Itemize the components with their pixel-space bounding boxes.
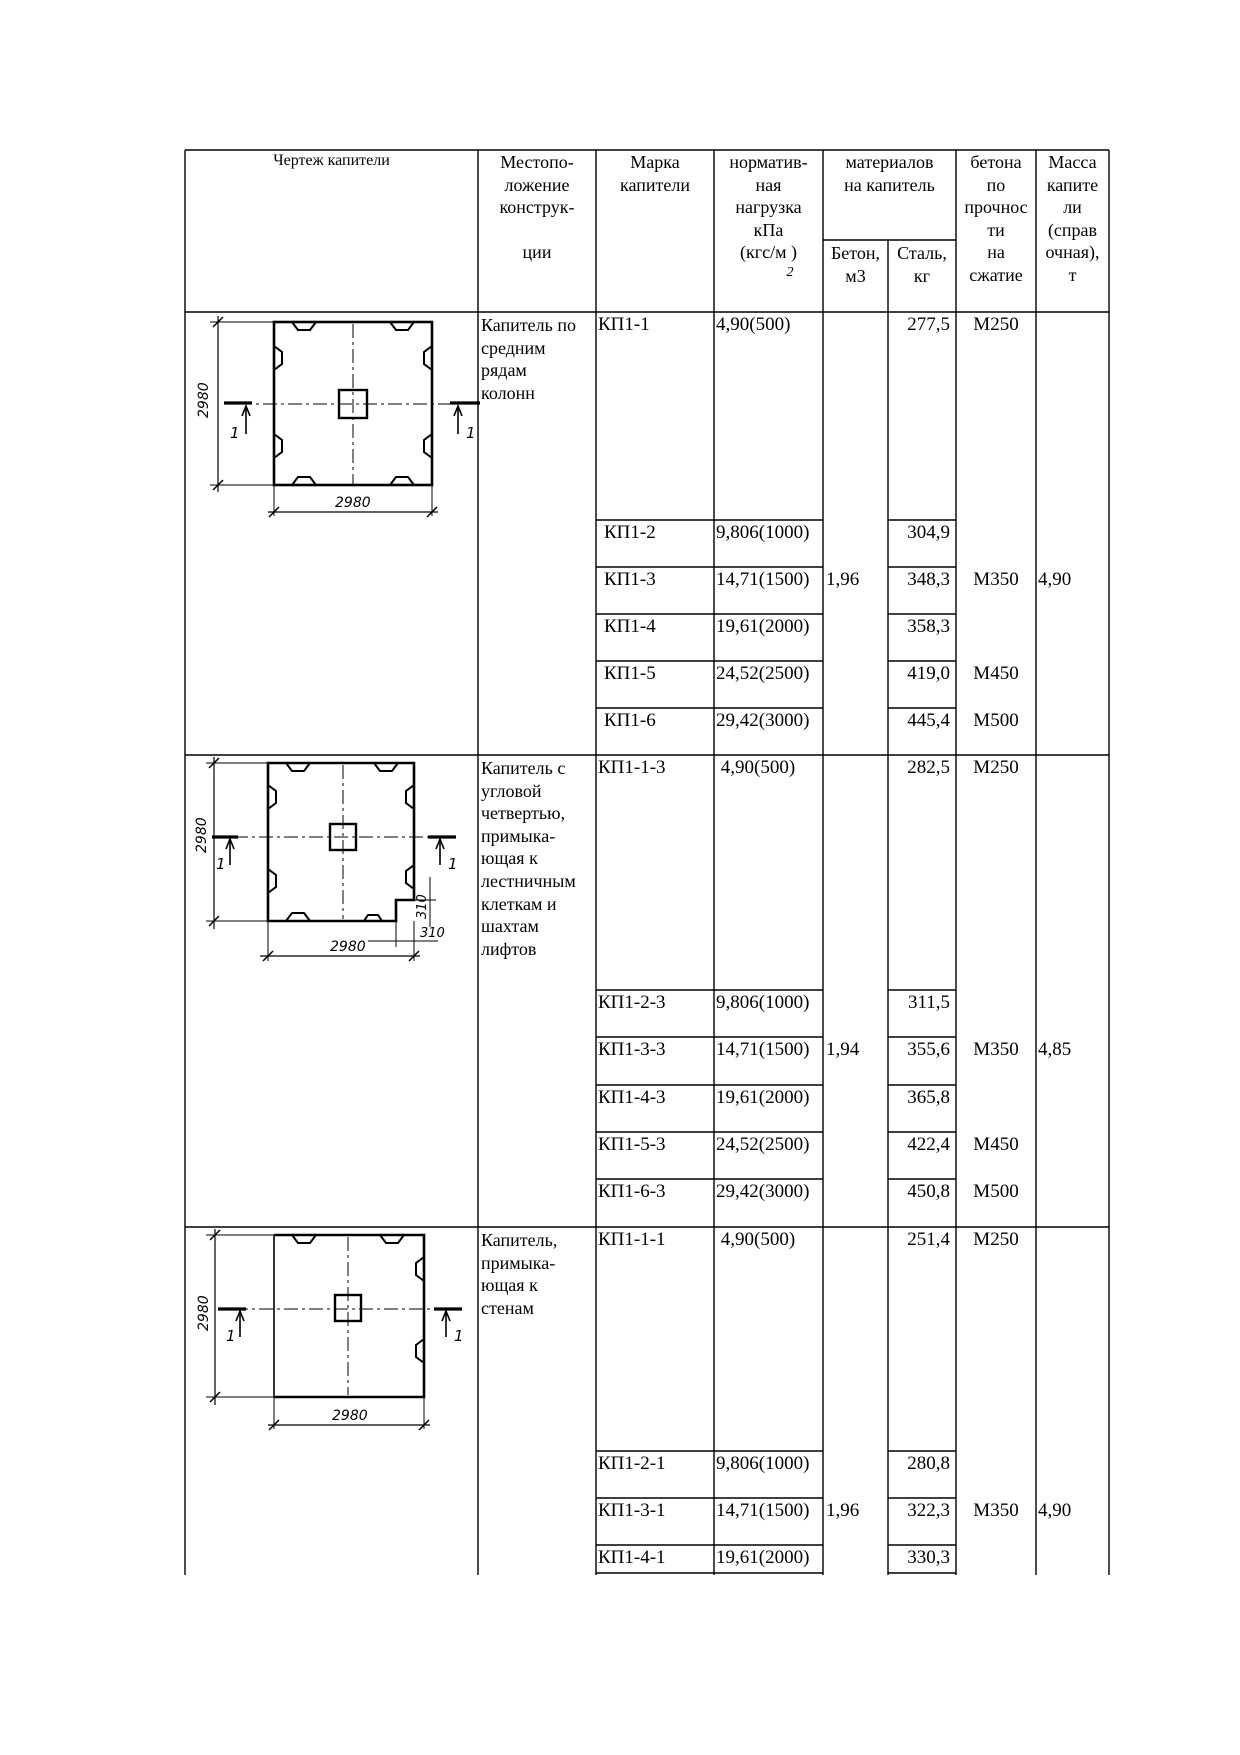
header-concrete: Бетон, м3: [830, 243, 881, 286]
table-cell-load: 14,71(1500): [716, 1500, 810, 1521]
header-location: Местопо- ложение конструк- ции: [499, 152, 575, 262]
group-1-location: Капитель по средним рядам колонн: [481, 315, 576, 403]
table-cell-steel: 277,5: [907, 314, 950, 335]
capital-drawing-1: [188, 316, 474, 522]
table-cell-mark: КП1-1-3: [598, 757, 666, 778]
group-2-mass: 4,85: [1038, 1039, 1072, 1060]
capital-drawing-3: [188, 1229, 474, 1435]
table-cell-steel: 419,0: [907, 663, 950, 684]
table-cell-mark: КП1-3: [604, 569, 656, 590]
table-cell-strength: М500: [973, 710, 1019, 731]
table-cell-load: 24,52(2500): [716, 1134, 810, 1155]
table-cell-load: 9,806(1000): [716, 522, 810, 543]
table-cell-mark: КП1-6: [604, 710, 656, 731]
table-cell-load: 9,806(1000): [716, 992, 810, 1013]
table-cell-steel: 358,3: [907, 616, 950, 637]
drawing-2-notch-vertical: 310: [415, 894, 430, 919]
table-cell-steel: 280,8: [907, 1453, 950, 1474]
table-cell-load: 29,42(3000): [716, 1181, 810, 1202]
drawing-2-width: 2980: [330, 939, 366, 955]
table-cell-strength: М350: [973, 1039, 1019, 1060]
table-cell-load: 29,42(3000): [716, 710, 810, 731]
drawing-2-section-right: 1: [448, 855, 458, 873]
group-2-concrete: 1,94: [826, 1039, 860, 1060]
table-cell-load: 19,61(2000): [716, 1547, 810, 1568]
group-1-concrete: 1,96: [826, 569, 860, 590]
header-drawing: Чертеж капители: [273, 152, 390, 169]
table-cell-strength: М250: [973, 1229, 1019, 1250]
table-cell-load: 4,90(500): [716, 314, 791, 335]
table-cell-mark: КП1-4-1: [598, 1547, 666, 1568]
header-load: норматив- ная нагрузка кПа (кгс/м ): [729, 152, 808, 262]
table-cell-steel: 450,8: [907, 1181, 950, 1202]
table-cell-mark: КП1-5: [604, 663, 656, 684]
header-steel: Сталь, кг: [897, 243, 947, 286]
table-cell-mark: КП1-2-3: [598, 992, 666, 1013]
table-cell-mark: КП1-2: [604, 522, 656, 543]
drawing-3-section-left: 1: [226, 1327, 236, 1345]
header-materials: материалов на капитель: [844, 152, 935, 195]
group-2-location: Капитель с угловой четвертью, примыка- ющая к лестничным клеткам и шахтам лифтов: [481, 758, 576, 959]
table-cell-steel: 422,4: [907, 1134, 950, 1155]
drawing-1-section-right: 1: [466, 424, 476, 442]
table-cell-strength: М350: [973, 1500, 1019, 1521]
table-cell-load: 14,71(1500): [716, 569, 810, 590]
table-cell-load: 19,61(2000): [716, 1087, 810, 1108]
table-cell-strength: М250: [973, 314, 1019, 335]
table-cell-steel: 282,5: [907, 757, 950, 778]
table-cell-load: 4,90(500): [716, 1229, 796, 1250]
table-cell-strength: М350: [973, 569, 1019, 590]
table-cell-strength: М500: [973, 1181, 1019, 1202]
table-cell-mark: КП1-1: [598, 314, 650, 335]
table-cell-strength: М450: [973, 1134, 1019, 1155]
drawing-2-height: 2980: [194, 817, 210, 853]
table-cell-load: 4,90(500): [716, 757, 796, 778]
drawing-3-height: 2980: [196, 1295, 212, 1331]
table-cell-steel: 311,5: [907, 992, 950, 1013]
table-cell-load: 9,806(1000): [716, 1453, 810, 1474]
table-cell-steel: 304,9: [907, 522, 950, 543]
group-3-mass: 4,90: [1038, 1500, 1072, 1521]
table-cell-mark: КП1-2-1: [598, 1453, 666, 1474]
table-cell-steel: 355,6: [907, 1039, 950, 1060]
table-cell-mark: КП1-4-3: [598, 1087, 666, 1108]
group-3-location: Капитель, примыка- ющая к стенам: [481, 1230, 558, 1318]
header-mass: Масса капите ли (справ очная), т: [1045, 152, 1100, 285]
table-cell-load: 19,61(2000): [716, 616, 810, 637]
drawing-2-notch-horizontal: 310: [420, 926, 445, 941]
capital-drawing-2: [188, 757, 474, 967]
table-cell-steel: 322,3: [907, 1500, 950, 1521]
table-cell-steel: 348,3: [907, 569, 950, 590]
header-strength: бетона по прочнос ти на сжатие: [964, 152, 1028, 285]
table-cell-mark: КП1-5-3: [598, 1134, 666, 1155]
drawing-3-width: 2980: [332, 1408, 368, 1424]
group-3-concrete: 1,96: [826, 1500, 860, 1521]
table-cell-steel: 445,4: [907, 710, 950, 731]
group-1-mass: 4,90: [1038, 569, 1072, 590]
table-cell-mark: КП1-6-3: [598, 1181, 666, 1202]
table-cell-load: 24,52(2500): [716, 663, 810, 684]
drawing-3-section-right: 1: [454, 1327, 464, 1345]
drawing-1-section-left: 1: [230, 424, 240, 442]
table-cell-mark: КП1-3-3: [598, 1039, 666, 1060]
table-cell-mark: КП1-3-1: [598, 1500, 666, 1521]
table-cell-mark: КП1-1-1: [598, 1229, 666, 1250]
table-cell-mark: КП1-4: [604, 616, 656, 637]
drawing-1-height: 2980: [196, 382, 212, 418]
table-cell-strength: М450: [973, 663, 1019, 684]
table-cell-steel: 365,8: [907, 1087, 950, 1108]
drawing-1-width: 2980: [335, 495, 371, 511]
table-cell-strength: М250: [973, 757, 1019, 778]
table-cell-load: 14,71(1500): [716, 1039, 810, 1060]
drawing-2-section-left: 1: [216, 855, 226, 873]
table-cell-steel: 330,3: [907, 1547, 950, 1568]
header-load-sup: 2: [786, 265, 794, 280]
header-mark: Марка капители: [620, 152, 690, 195]
table-cell-steel: 251,4: [907, 1229, 950, 1250]
